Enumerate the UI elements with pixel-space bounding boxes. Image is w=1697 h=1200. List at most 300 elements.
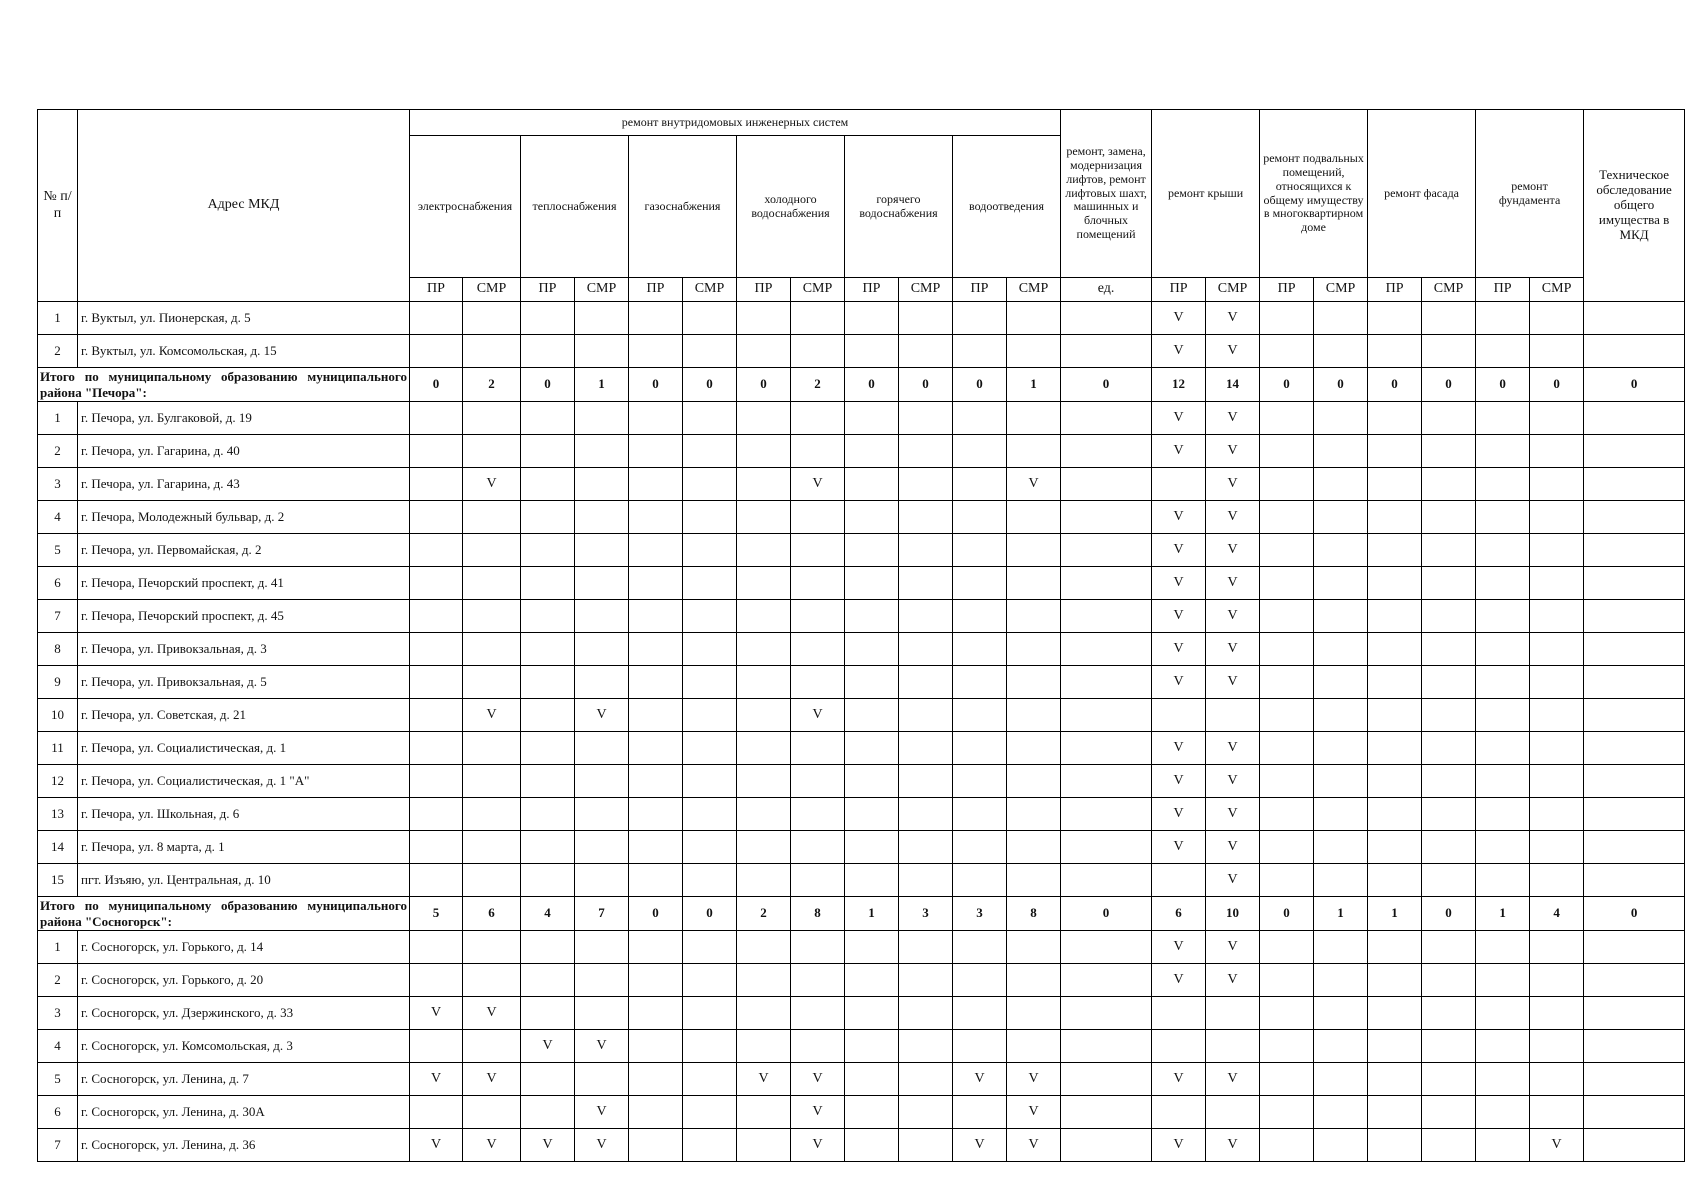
table-cell: [629, 633, 683, 666]
table-cell: [1368, 1129, 1422, 1162]
table-cell: [845, 831, 899, 864]
table-cell: [1314, 302, 1368, 335]
subheader-smr: СМР: [899, 278, 953, 302]
subheader-unit: ед.: [1061, 278, 1152, 302]
table-cell: [899, 1129, 953, 1162]
table-cell: [737, 534, 791, 567]
table-cell: [1584, 534, 1685, 567]
row-number: 8: [38, 633, 78, 666]
total-cell: 0: [1584, 897, 1685, 931]
table-cell: [845, 864, 899, 897]
table-cell: [575, 402, 629, 435]
table-cell: [1007, 402, 1061, 435]
table-cell: [521, 699, 575, 732]
table-cell: [1061, 964, 1152, 997]
table-cell: V: [1206, 931, 1260, 964]
header-facade: ремонт фасада: [1368, 110, 1476, 278]
table-cell: [791, 633, 845, 666]
table-cell: [1476, 501, 1530, 534]
table-cell: [463, 732, 521, 765]
table-cell: [410, 964, 463, 997]
row-number: 2: [38, 335, 78, 368]
table-cell: [899, 699, 953, 732]
table-cell: [1007, 666, 1061, 699]
total-cell: 2: [791, 368, 845, 402]
table-cell: [683, 534, 737, 567]
table-cell: [1007, 600, 1061, 633]
table-cell: [899, 765, 953, 798]
table-cell: [463, 302, 521, 335]
table-cell: [1530, 633, 1584, 666]
table-cell: [1260, 302, 1314, 335]
table-cell: V: [1152, 798, 1206, 831]
table-cell: [1422, 699, 1476, 732]
table-cell: [899, 997, 953, 1030]
table-cell: [737, 765, 791, 798]
table-cell: [1584, 600, 1685, 633]
table-cell: [463, 1030, 521, 1063]
table-cell: [1422, 964, 1476, 997]
table-cell: [737, 699, 791, 732]
table-cell: [1152, 997, 1206, 1030]
table-cell: [683, 1030, 737, 1063]
table-cell: [629, 501, 683, 534]
table-cell: [1007, 732, 1061, 765]
total-row: [38, 897, 1685, 931]
table-cell: [1061, 335, 1152, 368]
table-cell: [629, 1129, 683, 1162]
table-cell: [629, 732, 683, 765]
table-cell: [1584, 1030, 1685, 1063]
table-row: [38, 402, 1685, 435]
table-cell: V: [1152, 633, 1206, 666]
subheader-pr: ПР: [1152, 278, 1206, 302]
total-cell: 0: [521, 368, 575, 402]
table-cell: [521, 931, 575, 964]
table-cell: [683, 831, 737, 864]
table-cell: [410, 666, 463, 699]
table-cell: [845, 1096, 899, 1129]
table-cell: [575, 931, 629, 964]
table-cell: [737, 633, 791, 666]
table-cell: [1314, 468, 1368, 501]
table-cell: [521, 666, 575, 699]
table-cell: [575, 567, 629, 600]
table-cell: [1260, 1030, 1314, 1063]
subheader-smr: СМР: [575, 278, 629, 302]
table-cell: [683, 600, 737, 633]
header-roof: ремонт крыши: [1152, 110, 1260, 278]
table-cell: [1260, 699, 1314, 732]
row-number: 13: [38, 798, 78, 831]
subheader-pr: ПР: [1368, 278, 1422, 302]
table-cell: [575, 864, 629, 897]
table-cell: [845, 997, 899, 1030]
table-cell: [1206, 997, 1260, 1030]
table-cell: [1368, 435, 1422, 468]
table-cell: [521, 567, 575, 600]
table-cell: V: [791, 1063, 845, 1096]
table-cell: [521, 964, 575, 997]
row-number: 6: [38, 567, 78, 600]
table-cell: [953, 699, 1007, 732]
table-cell: V: [1206, 302, 1260, 335]
total-cell: 1: [1314, 897, 1368, 931]
table-cell: [575, 831, 629, 864]
table-cell: [1584, 864, 1685, 897]
table-cell: [683, 335, 737, 368]
table-cell: [737, 1030, 791, 1063]
table-cell: [1061, 1096, 1152, 1129]
table-cell: V: [575, 1129, 629, 1162]
table-cell: [463, 831, 521, 864]
table-cell: [1584, 468, 1685, 501]
table-cell: [1476, 997, 1530, 1030]
table-cell: [1314, 1063, 1368, 1096]
table-cell: [1260, 931, 1314, 964]
total-cell: 3: [899, 897, 953, 931]
table-row: [38, 931, 1685, 964]
table-cell: [410, 567, 463, 600]
table-cell: [953, 302, 1007, 335]
subheader-pr: ПР: [845, 278, 899, 302]
table-cell: [1422, 1129, 1476, 1162]
table-cell: [737, 600, 791, 633]
table-cell: V: [791, 1096, 845, 1129]
total-label: Итого по муниципальному образованию муниципального района "Сосногорск":: [38, 897, 410, 931]
table-cell: [410, 435, 463, 468]
row-address: г. Печора, ул. Советская, д. 21: [78, 699, 410, 732]
table-cell: [1584, 732, 1685, 765]
table-cell: [1314, 335, 1368, 368]
header-internal-systems: ремонт внутридомовых инженерных систем: [410, 110, 1061, 136]
total-cell: 0: [1314, 368, 1368, 402]
total-cell: 0: [1061, 897, 1152, 931]
table-cell: [791, 1030, 845, 1063]
table-cell: [953, 402, 1007, 435]
table-cell: [899, 501, 953, 534]
table-cell: [1260, 402, 1314, 435]
table-cell: [521, 501, 575, 534]
table-cell: [737, 501, 791, 534]
table-row: [38, 600, 1685, 633]
table-cell: V: [1206, 534, 1260, 567]
table-cell: V: [1007, 468, 1061, 501]
table-row: [38, 798, 1685, 831]
table-cell: [1530, 435, 1584, 468]
table-cell: [1476, 964, 1530, 997]
total-cell: 14: [1206, 368, 1260, 402]
table-cell: [1584, 798, 1685, 831]
table-cell: [1368, 964, 1422, 997]
table-row: [38, 864, 1685, 897]
row-address: пгт. Изъяю, ул. Центральная, д. 10: [78, 864, 410, 897]
table-cell: [1476, 402, 1530, 435]
header-sewage: водоотведения: [953, 136, 1061, 278]
table-cell: [1007, 931, 1061, 964]
table-cell: [1584, 633, 1685, 666]
table-cell: V: [1152, 765, 1206, 798]
table-cell: [463, 335, 521, 368]
table-cell: [1476, 864, 1530, 897]
table-cell: [791, 964, 845, 997]
row-address: г. Вуктыл, ул. Комсомольская, д. 15: [78, 335, 410, 368]
table-cell: [1476, 1063, 1530, 1096]
table-cell: [1530, 1030, 1584, 1063]
table-cell: [1061, 765, 1152, 798]
table-cell: [575, 964, 629, 997]
total-cell: 0: [629, 368, 683, 402]
table-cell: [1368, 666, 1422, 699]
total-cell: 6: [463, 897, 521, 931]
table-row: [38, 831, 1685, 864]
table-cell: [1368, 501, 1422, 534]
table-cell: [1314, 600, 1368, 633]
total-cell: 6: [1152, 897, 1206, 931]
subheader-smr: СМР: [1314, 278, 1368, 302]
table-cell: [1530, 402, 1584, 435]
table-cell: V: [575, 1096, 629, 1129]
table-cell: [1260, 732, 1314, 765]
table-cell: [899, 1063, 953, 1096]
table-cell: [953, 997, 1007, 1030]
table-cell: [737, 1096, 791, 1129]
total-cell: 1: [1368, 897, 1422, 931]
table-cell: [1422, 1063, 1476, 1096]
table-cell: [1530, 831, 1584, 864]
table-cell: V: [1152, 501, 1206, 534]
table-cell: [953, 567, 1007, 600]
table-row: [38, 534, 1685, 567]
table-cell: [737, 335, 791, 368]
table-cell: [1530, 864, 1584, 897]
table-cell: [1007, 765, 1061, 798]
table-cell: [1368, 798, 1422, 831]
header-electric: электроснабжения: [410, 136, 521, 278]
table-cell: [683, 1063, 737, 1096]
table-cell: V: [1206, 435, 1260, 468]
header-lifts: ремонт, замена, модернизация лифтов, ремонт лифтовых шахт, машинных и блочных помещений: [1061, 110, 1152, 278]
table-cell: [1368, 335, 1422, 368]
table-cell: [463, 501, 521, 534]
table-cell: [463, 600, 521, 633]
table-cell: [1476, 798, 1530, 831]
table-cell: [1368, 534, 1422, 567]
table-cell: [1476, 931, 1530, 964]
table-cell: V: [410, 997, 463, 1030]
table-cell: [521, 468, 575, 501]
table-cell: [463, 964, 521, 997]
table-cell: [845, 1063, 899, 1096]
table-row: [38, 1096, 1685, 1129]
table-cell: V: [410, 1063, 463, 1096]
row-number: 5: [38, 1063, 78, 1096]
table-row: [38, 468, 1685, 501]
table-cell: [1584, 302, 1685, 335]
table-cell: [1260, 997, 1314, 1030]
table-cell: [1314, 765, 1368, 798]
table-cell: [845, 302, 899, 335]
table-cell: [410, 1030, 463, 1063]
row-address: г. Печора, ул. Привокзальная, д. 5: [78, 666, 410, 699]
table-cell: [683, 633, 737, 666]
table-cell: [899, 864, 953, 897]
subheader-smr: СМР: [683, 278, 737, 302]
table-row: [38, 567, 1685, 600]
table-cell: [1061, 567, 1152, 600]
table-cell: [953, 534, 1007, 567]
table-cell: [737, 468, 791, 501]
table-cell: [410, 335, 463, 368]
table-cell: [521, 335, 575, 368]
table-cell: [521, 864, 575, 897]
table-cell: V: [463, 997, 521, 1030]
table-cell: [737, 997, 791, 1030]
table-row: [38, 997, 1685, 1030]
table-cell: [1584, 699, 1685, 732]
table-cell: [575, 302, 629, 335]
table-cell: [683, 864, 737, 897]
table-cell: [737, 831, 791, 864]
table-cell: [1368, 699, 1422, 732]
table-cell: [1422, 435, 1476, 468]
table-cell: [1314, 864, 1368, 897]
table-cell: [1422, 534, 1476, 567]
table-cell: [899, 402, 953, 435]
table-cell: [1152, 864, 1206, 897]
row-number: 6: [38, 1096, 78, 1129]
total-cell: 8: [791, 897, 845, 931]
table-cell: [1530, 1096, 1584, 1129]
table-cell: [463, 567, 521, 600]
table-cell: [737, 567, 791, 600]
table-cell: [1584, 964, 1685, 997]
table-cell: [1152, 468, 1206, 501]
table-cell: [845, 567, 899, 600]
table-cell: [575, 501, 629, 534]
table-cell: [1530, 1063, 1584, 1096]
table-cell: [953, 435, 1007, 468]
table-cell: [1007, 864, 1061, 897]
table-cell: [899, 534, 953, 567]
table-row: [38, 1030, 1685, 1063]
table-cell: [410, 765, 463, 798]
table-cell: [1061, 831, 1152, 864]
table-cell: [629, 1096, 683, 1129]
row-address: г. Сосногорск, ул. Ленина, д. 30А: [78, 1096, 410, 1129]
table-cell: [1476, 666, 1530, 699]
table-cell: [1422, 732, 1476, 765]
row-address: г. Печора, ул. Школьная, д. 6: [78, 798, 410, 831]
table-cell: [410, 302, 463, 335]
table-cell: [1061, 997, 1152, 1030]
table-row: [38, 633, 1685, 666]
table-cell: V: [1206, 666, 1260, 699]
table-cell: [1260, 534, 1314, 567]
table-cell: V: [1152, 1129, 1206, 1162]
table-cell: [1260, 633, 1314, 666]
table-cell: [1007, 302, 1061, 335]
table-cell: [629, 1030, 683, 1063]
total-cell: 0: [1584, 368, 1685, 402]
table-cell: [1314, 931, 1368, 964]
total-label: Итого по муниципальному образованию муниципального района "Печора":: [38, 368, 410, 402]
row-address: г. Печора, Печорский проспект, д. 41: [78, 567, 410, 600]
table-cell: [845, 335, 899, 368]
table-cell: [575, 435, 629, 468]
table-cell: [1007, 501, 1061, 534]
total-cell: 0: [1260, 368, 1314, 402]
table-cell: [1476, 600, 1530, 633]
table-cell: [1476, 468, 1530, 501]
table-row: [38, 964, 1685, 997]
table-row: [38, 435, 1685, 468]
table-cell: [1314, 567, 1368, 600]
total-cell: 2: [737, 897, 791, 931]
table-cell: [791, 931, 845, 964]
table-cell: [791, 600, 845, 633]
table-cell: [629, 600, 683, 633]
table-cell: [899, 732, 953, 765]
table-cell: V: [1152, 732, 1206, 765]
table-cell: [1260, 468, 1314, 501]
table-cell: [410, 798, 463, 831]
table-cell: [629, 931, 683, 964]
table-cell: [1584, 765, 1685, 798]
total-cell: 0: [410, 368, 463, 402]
table-cell: [1368, 468, 1422, 501]
subheader-smr: СМР: [791, 278, 845, 302]
table-cell: [410, 501, 463, 534]
table-cell: [1061, 600, 1152, 633]
table-row: [38, 699, 1685, 732]
table-cell: [575, 997, 629, 1030]
table-cell: [1584, 402, 1685, 435]
total-cell: 1: [1476, 897, 1530, 931]
row-number: 4: [38, 501, 78, 534]
table-cell: [683, 765, 737, 798]
subheader-smr: СМР: [1206, 278, 1260, 302]
table-cell: [953, 1030, 1007, 1063]
table-cell: [683, 468, 737, 501]
row-number: 10: [38, 699, 78, 732]
table-cell: [1530, 335, 1584, 368]
table-cell: [521, 1096, 575, 1129]
table-cell: [1061, 1030, 1152, 1063]
table-cell: [899, 1030, 953, 1063]
table-cell: V: [1152, 335, 1206, 368]
table-cell: [953, 501, 1007, 534]
table-cell: [463, 1096, 521, 1129]
table-cell: [1530, 964, 1584, 997]
repair-plan-table: [37, 109, 1685, 1162]
table-cell: [629, 302, 683, 335]
table-cell: [1368, 633, 1422, 666]
total-cell: 4: [1530, 897, 1584, 931]
table-cell: [521, 732, 575, 765]
table-cell: [410, 600, 463, 633]
table-cell: V: [575, 699, 629, 732]
table-cell: [1368, 997, 1422, 1030]
table-cell: [683, 501, 737, 534]
table-cell: [1061, 666, 1152, 699]
table-cell: [629, 699, 683, 732]
table-cell: [1314, 402, 1368, 435]
subheader-pr: ПР: [629, 278, 683, 302]
table-cell: [1314, 1096, 1368, 1129]
table-cell: [521, 402, 575, 435]
table-cell: [1584, 1096, 1685, 1129]
